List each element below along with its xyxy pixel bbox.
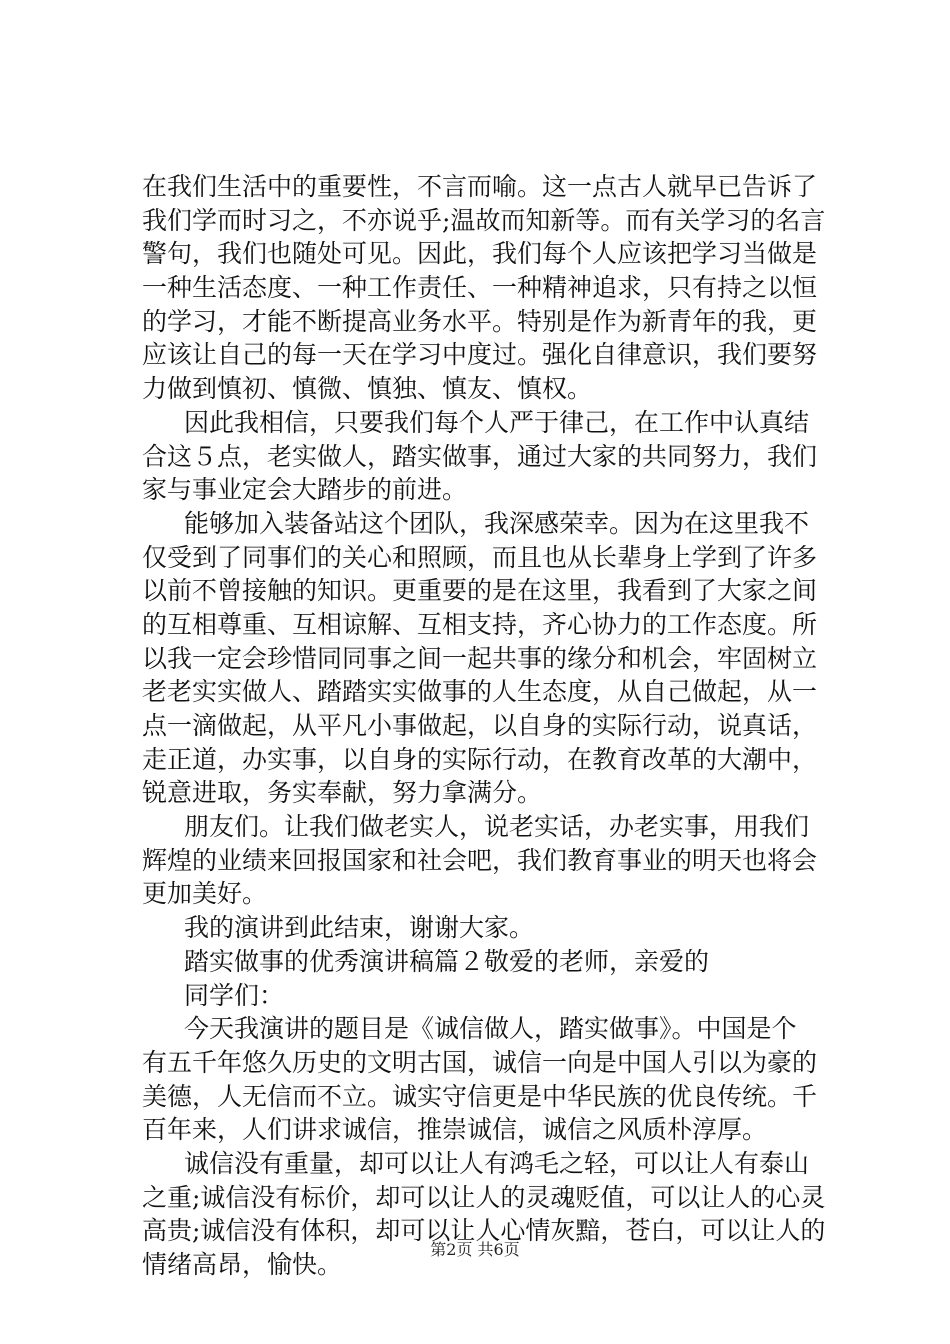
text-line: 老老实实做人、踏踏实实做事的人生态度，从自己做起，从一 [142, 677, 818, 707]
text-line: 力做到慎初、慎微、慎独、慎友、慎权。 [142, 374, 593, 404]
document-body [142, 170, 842, 1282]
text-line: 有五千年悠久历史的文明古国，诚信一向是中国人引以为豪的 [142, 1047, 818, 1077]
text-line: 警句，我们也随处可见。因此，我们每个人应该把学习当做是 [142, 239, 818, 269]
text-line: 因此我相信，只要我们每个人严于律己，在工作中认真结 [184, 407, 810, 437]
text-line: 能够加入装备站这个团队，我深感荣幸。因为在这里我不 [184, 508, 810, 538]
text-line: 百年来，人们讲求诚信，推崇诚信，诚信之风质朴淳厚。 [142, 1115, 768, 1145]
text-line: 美德，人无信而不立。诚实守信更是中华民族的优良传统。千 [142, 1081, 818, 1111]
text-line: 今天我演讲的题目是《诚信做人，踏实做事》。中国是个 [184, 1014, 797, 1044]
text-line: 高贵;诚信没有体积，却可以让人心情灰黯，苍白，可以让人的 [142, 1216, 826, 1246]
text-line: 更加美好。 [142, 879, 268, 909]
text-line: 仅受到了同事们的关心和照顾，而且也从长辈身上学到了许多 [142, 542, 818, 572]
text-line: 踏实做事的优秀演讲稿篇２敬爱的老师，亲爱的 [184, 946, 710, 976]
text-line: 以前不曾接触的知识。更重要的是在这里，我看到了大家之间 [142, 576, 818, 606]
text-line: 我们学而时习之，不亦说乎;温故而知新等。而有关学习的名言 [142, 205, 826, 235]
text-line: 同学们： [184, 980, 285, 1010]
text-line: 朋友们。让我们做老实人，说老实话，办老实事，用我们 [184, 812, 810, 842]
text-line: 家与事业定会大踏步的前进。 [142, 475, 468, 505]
text-line: 辉煌的业绩来回报国家和社会吧，我们教育事业的明天也将会 [142, 845, 818, 875]
text-line: 情绪高昂，愉快。 [142, 1250, 343, 1279]
text-line: 一种生活态度、一种工作责任、一种精神追求，只有持之以恒 [142, 273, 818, 303]
text-line: 合这５点，老实做人，踏实做事，通过大家的共同努力，我们 [142, 441, 818, 471]
text-line: 诚信没有重量，却可以让人有鸿毛之轻，可以让人有泰山 [184, 1148, 810, 1178]
text-line: 在我们生活中的重要性，不言而喻。这一点古人就早已告诉了 [142, 172, 818, 201]
text-line: 我的演讲到此结束，谢谢大家。 [184, 913, 535, 943]
text-line: 的互相尊重、互相谅解、互相支持，齐心协力的工作态度。所 [142, 609, 818, 639]
page-footer: 第2页 共6页 [430, 1240, 520, 1259]
text-line: 点一滴做起，从平凡小事做起，以自身的实际行动，说真话， [142, 711, 818, 740]
text-line: 走正道，办实事，以自身的实际行动，在教育改革的大潮中， [142, 744, 818, 774]
text-line: 锐意进取，务实奉献，努力拿满分。 [142, 778, 543, 808]
text-line: 应该让自己的每一天在学习中度过。强化自律意识，我们要努 [142, 340, 818, 370]
text-line: 之重;诚信没有标价，却可以让人的灵魂贬值，可以让人的心灵 [142, 1182, 826, 1212]
text-line: 以我一定会珍惜同同事之间一起共事的缘分和机会，牢固树立 [142, 643, 818, 673]
text-line: 的学习，才能不断提高业务水平。特别是作为新青年的我，更 [142, 306, 818, 336]
